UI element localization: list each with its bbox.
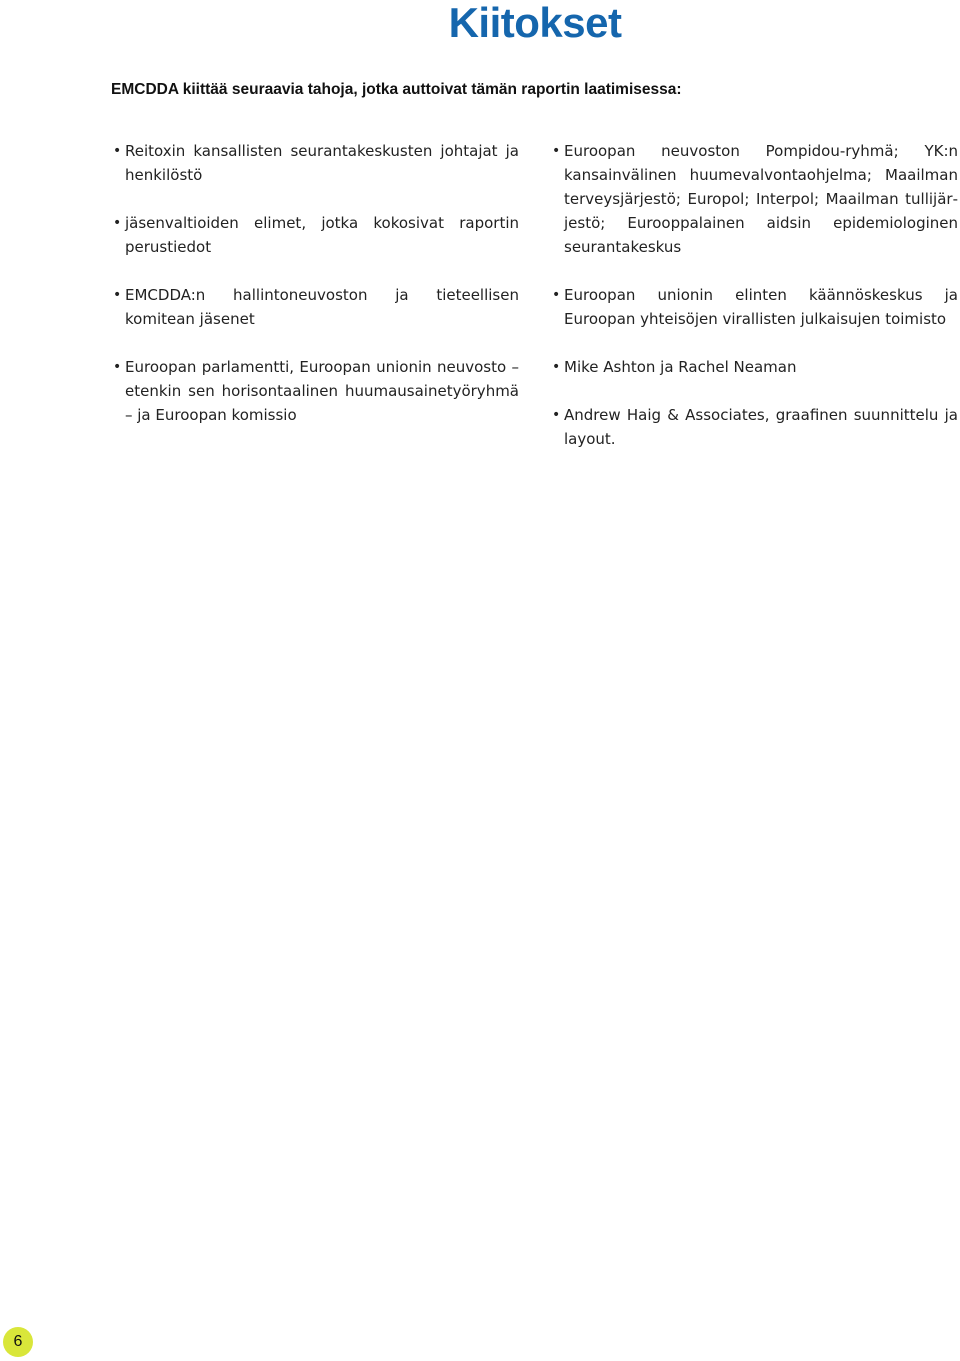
bullet-icon: • <box>113 287 122 303</box>
list-item <box>552 355 958 379</box>
list-item-text: Euroopan parlamentti, Euroopan unionin neuvosto – etenkin sen horisontaalinen huumausainetyöryhmä – ja Euroopan komissio <box>125 358 519 424</box>
bullet-icon: • <box>113 215 122 231</box>
list-item-text: EMCDDA:n hallintoneuvoston ja tieteellisen komitean jäsenet <box>125 286 519 328</box>
bullet-icon: • <box>552 407 561 423</box>
list-item-text: Euroopan unionin elinten käännöskeskus ja Euroopan yhteisöjen virallisten julkaisujen toimisto <box>564 286 958 328</box>
list-item-text: Andrew Haig & Associates, graafinen suunnittelu ja layout. <box>564 406 958 448</box>
bullet-icon: • <box>552 359 561 375</box>
bullet-icon: • <box>113 359 122 375</box>
subheading: EMCDDA kiittää seuraavia tahoja, jotka auttoivat tämän raportin laatimisessa: <box>111 81 682 98</box>
list-item <box>113 139 519 187</box>
bullet-icon: • <box>552 287 561 303</box>
right-acknowledgement-list <box>552 139 958 475</box>
list-item <box>113 211 519 259</box>
list-item-text: Mike Ashton ja Rachel Neaman <box>564 358 797 376</box>
bullet-icon: • <box>113 143 122 159</box>
list-item <box>552 283 958 331</box>
list-item <box>552 403 958 451</box>
list-item-text: Reitoxin kansallisten seurantakeskusten johtajat ja henkilöstö <box>125 142 519 184</box>
list-item-text: Euroopan neuvoston Pompidou-ryhmä; YK:n kansainvälinen huumevalvontaohjelma; Maailman terveysjärjestö; Europol; Interpol; Maailman tullijärjestö; Eurooppalainen aidsin epidemiologinen seurantakeskus <box>564 142 958 256</box>
page-number-badge <box>3 1327 33 1357</box>
list-item <box>113 283 519 331</box>
page-title: Kiitokset <box>448 0 622 46</box>
list-item <box>552 139 958 259</box>
list-item <box>113 355 519 427</box>
left-acknowledgement-list <box>113 139 519 451</box>
bullet-icon: • <box>552 143 561 159</box>
page-number: 6 <box>13 1333 23 1350</box>
list-item-text: jäsenvaltioiden elimet, jotka kokosivat raportin perustiedot <box>125 214 519 256</box>
